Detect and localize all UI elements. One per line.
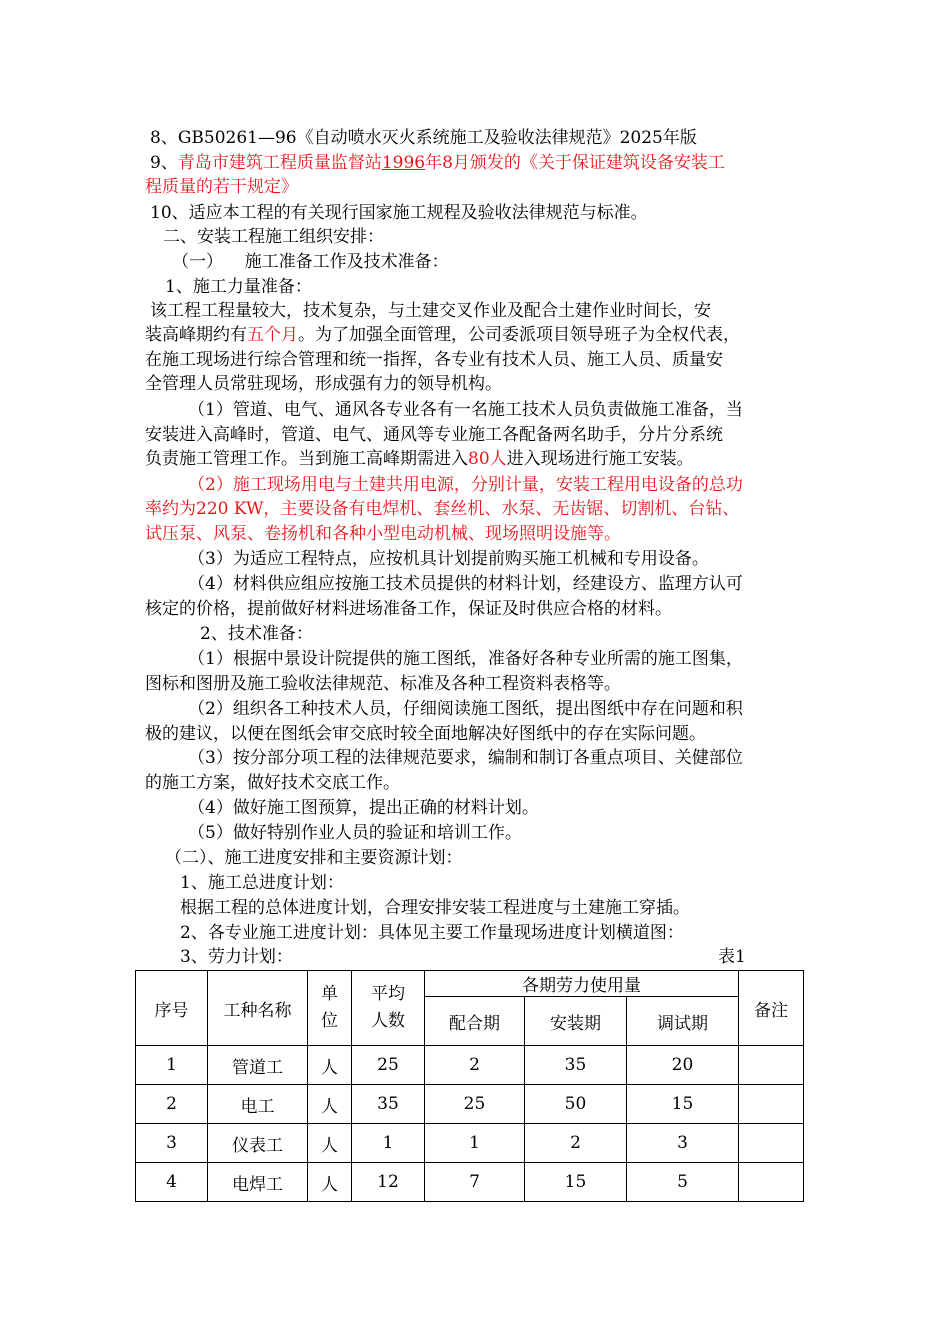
text-line: 全管理人员常驻现场，形成强有力的领导机构。 — [145, 374, 502, 394]
table-row — [136, 1085, 804, 1124]
text-span: 负责施工管理工作。当到施工高峰期需进入 — [145, 449, 468, 469]
highlighted-text-line: 程质量的若干规定》 — [145, 177, 298, 197]
header-cell — [352, 971, 425, 1046]
table-cell: 12 — [352, 1163, 425, 1202]
text-span: 进入现场进行施工安装。 — [506, 449, 694, 469]
table-cell: 人 — [308, 1085, 352, 1124]
table-cell: 5 — [627, 1163, 739, 1202]
table-cell: 3 — [136, 1124, 208, 1163]
table-cell: 20 — [627, 1046, 739, 1085]
header-cell-text: 平均人数 — [371, 984, 405, 1031]
text-line: 8、GB50261—96《自动喷水灭火系统施工及验收法律规范》2025年版 — [150, 128, 697, 148]
text-line: 在施工现场进行综合管理和统一指挥，各专业有技术人员、施工人员、质量安 — [145, 350, 723, 370]
subsection-heading: （一） 施工准备工作及技术准备： — [172, 252, 449, 272]
table-cell: 35 — [352, 1085, 425, 1124]
table-cell: 1 — [136, 1046, 208, 1085]
header-cell: 安装期 — [525, 997, 627, 1046]
highlighted-text: 青岛市建筑工程质量监督站 — [177, 153, 382, 173]
subsection-heading: 2、技术准备： — [200, 624, 313, 644]
highlighted-text-line: （2）施工现场用电与土建共用电源，分别计量，安装工程用电设备的总功 — [188, 475, 743, 495]
table-caption: 表1 — [718, 947, 746, 967]
text-line: 图标和图册及施工验收法律规范、标准及各种工程资料表格等。 — [145, 674, 621, 694]
table-row — [136, 1046, 804, 1085]
text-line: （2）组织各工种技术人员，仔细阅读施工图纸，提出图纸中存在问题和积 — [188, 699, 743, 719]
text-line: （3）按分部分项工程的法律规范要求，编制和制订各重点项目、关健部位 — [188, 748, 743, 768]
highlighted-text: 五个月 — [247, 325, 298, 345]
text-line: 2、各专业施工进度计划：具体见主要工作量现场进度计划横道图： — [180, 923, 684, 943]
highlighted-text: 80人 — [468, 449, 507, 469]
text-line: （5）做好特别作业人员的验证和培训工作。 — [188, 823, 522, 843]
highlighted-text: 年8月颁发的《关于保证建筑设备安装工 — [425, 153, 725, 173]
table-cell: 管道工 — [208, 1046, 308, 1085]
text-span: 。为了加强全面管理，公司委派项目领导班子为全权代表， — [298, 325, 740, 345]
text-line: （1）管道、电气、通风各专业各有一名施工技术人员负责做施工准备，当 — [188, 400, 743, 420]
text-line — [145, 447, 694, 471]
table-header-row — [136, 971, 804, 997]
text-line: 10、适应本工程的有关现行国家施工规程及验收法律规范与标准。 — [150, 203, 648, 223]
text-line: 核定的价格，提前做好材料进场准备工作，保证及时供应合格的材料。 — [145, 599, 672, 619]
text-line: 该工程工程量较大，技术复杂，与土建交叉作业及配合土建作业时间长，安 — [150, 301, 711, 321]
table-cell: 50 — [525, 1085, 627, 1124]
table-cell: 2 — [136, 1085, 208, 1124]
subsection-heading: 3、劳力计划： — [180, 947, 293, 967]
header-cell: 备注 — [739, 971, 804, 1046]
text-span: 9、 — [150, 153, 178, 173]
text-line: （3）为适应工程特点，应按机具计划提前购买施工机械和专用设备。 — [188, 549, 709, 569]
table-cell: 7 — [425, 1163, 525, 1202]
table-cell: 电焊工 — [208, 1163, 308, 1202]
table-cell: 仪表工 — [208, 1124, 308, 1163]
table-cell: 25 — [352, 1046, 425, 1085]
header-cell — [308, 971, 352, 1046]
text-line — [145, 323, 740, 347]
header-group-cell: 各期劳力使用量 — [425, 971, 739, 997]
table-cell: 人 — [308, 1163, 352, 1202]
text-line: 安装进入高峰时，管道、电气、通风等专业施工各配备两名助手，分片分系统 — [145, 425, 723, 445]
text-line: 根据工程的总体进度计划，合理安排安装工程进度与土建施工穿插。 — [180, 898, 690, 918]
table-cell — [739, 1163, 804, 1202]
table-cell: 35 — [525, 1046, 627, 1085]
header-cell: 配合期 — [425, 997, 525, 1046]
table-cell: 人 — [308, 1124, 352, 1163]
table-cell: 1 — [352, 1124, 425, 1163]
table-row — [136, 1124, 804, 1163]
table-row — [136, 1163, 804, 1202]
table-cell: 1 — [425, 1124, 525, 1163]
header-cell: 序号 — [136, 971, 208, 1046]
highlighted-text-line: 率约为220 KW，主要设备有电焊机、套丝机、水泵、无齿锯、切割机、台钻、 — [145, 499, 740, 519]
table-cell — [739, 1046, 804, 1085]
text-line — [150, 151, 725, 175]
table-cell — [739, 1124, 804, 1163]
table-cell: 2 — [525, 1124, 627, 1163]
text-line: 极的建议，以便在图纸会审交底时较全面地解决好图纸中的存在实际问题。 — [145, 724, 706, 744]
highlighted-text: 1996 — [381, 153, 426, 173]
section-heading: 二、安装工程施工组织安排： — [163, 227, 384, 247]
highlighted-text-line: 试压泵、风泵、卷扬机和各种小型电动机械、现场照明设施等。 — [145, 524, 621, 544]
table-cell: 3 — [627, 1124, 739, 1163]
table-cell: 4 — [136, 1163, 208, 1202]
table-cell: 电工 — [208, 1085, 308, 1124]
section-heading: （二）、施工进度安排和主要资源计划： — [165, 848, 463, 868]
table-cell — [739, 1085, 804, 1124]
table-cell: 15 — [627, 1085, 739, 1124]
table-cell: 25 — [425, 1085, 525, 1124]
header-cell: 调试期 — [627, 997, 739, 1046]
text-span: 装高峰期约有 — [145, 325, 247, 345]
text-line: （4）做好施工图预算，提出正确的材料计划。 — [188, 798, 539, 818]
text-line: （4）材料供应组应按施工技术员提供的材料计划，经建设方、监理方认可 — [188, 574, 743, 594]
labor-plan-table — [135, 970, 804, 1202]
text-line: （1）根据中景设计院提供的施工图纸，准备好各种专业所需的施工图集， — [188, 649, 743, 669]
table-cell: 人 — [308, 1046, 352, 1085]
subsection-heading: 1、施工总进度计划： — [180, 873, 344, 893]
text-line: 的施工方案，做好技术交底工作。 — [145, 773, 400, 793]
table-cell: 2 — [425, 1046, 525, 1085]
header-cell-text: 单位 — [321, 984, 338, 1031]
header-cell: 工种名称 — [208, 971, 308, 1046]
table-cell: 15 — [525, 1163, 627, 1202]
subsection-heading: 1、施工力量准备： — [165, 277, 312, 297]
